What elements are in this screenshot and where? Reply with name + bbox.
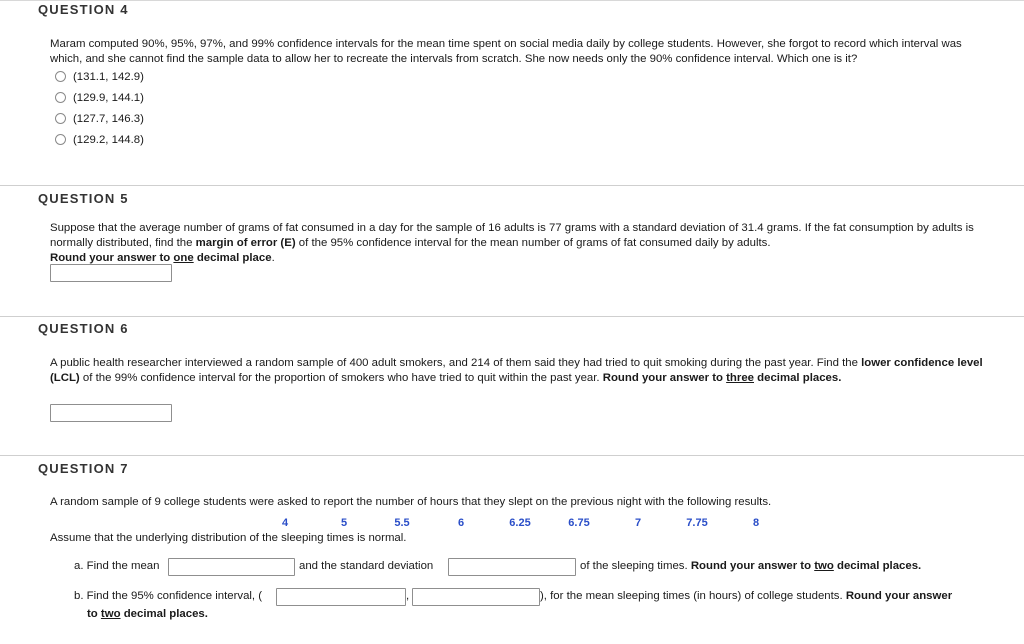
standard-deviation-input[interactable] [448, 558, 576, 576]
part-b-round2: to [87, 608, 101, 620]
question-4-options [55, 66, 144, 150]
data-value: 4 [281, 517, 289, 529]
part-b-round2-end: decimal places. [120, 608, 208, 620]
option-1[interactable] [55, 66, 144, 87]
q5-round-count: one [173, 252, 194, 264]
question-7-text: A random sample of 9 college students were asked to report the number of hours that they slept on the previous night with the following results. [50, 496, 772, 508]
mean-input[interactable] [168, 558, 295, 576]
ci-upper-input[interactable] [412, 588, 540, 606]
q5-round-instruction-end: decimal place [193, 252, 272, 264]
radio-button[interactable] [55, 113, 66, 124]
radio-button[interactable] [55, 92, 66, 103]
q5-round-instruction: Round your answer to [50, 252, 174, 264]
part-b-comma: , [406, 590, 410, 602]
question-6-header: QUESTION 6 [38, 321, 129, 336]
section-divider [0, 185, 1024, 186]
part-a-suffix-text: of the sleeping times. [580, 560, 688, 572]
question-7-assumption: Assume that the underlying distribution of the sleeping times is normal. [50, 532, 407, 544]
radio-button[interactable] [55, 134, 66, 145]
q6-text-part: of the 99% confidence interval for the proportion of smokers who have tried to quit within the past year. [79, 372, 603, 384]
data-value: 7 [634, 517, 642, 529]
radio-button[interactable] [55, 71, 66, 82]
top-divider [0, 0, 1024, 1]
data-value: 8 [752, 517, 760, 529]
question-6-text [50, 356, 990, 386]
option-label: (131.1, 142.9) [73, 70, 144, 83]
q6-round-instruction-end: decimal places. [754, 372, 842, 384]
data-value: 5 [340, 517, 348, 529]
option-2[interactable] [55, 87, 144, 108]
q5-bold-term: margin of error (E) [195, 237, 296, 249]
part-a-mid: and the standard deviation [299, 560, 434, 572]
section-divider [0, 455, 1024, 456]
q5-text-part: of the 95% confidence interval for the mean number of grams of fat consumed daily by adults. [295, 237, 771, 249]
part-b-suffix-text: ), for the mean sleeping times (in hours) of college students. [540, 590, 843, 602]
question-6-answer-input[interactable] [50, 404, 172, 422]
option-label: (127.7, 146.3) [73, 112, 144, 125]
question-7-header: QUESTION 7 [38, 461, 129, 476]
data-value: 5.5 [394, 517, 410, 529]
part-b-prefix: b. Find the 95% confidence interval, ( [74, 590, 263, 602]
sleep-data-row [0, 517, 1024, 531]
q5-text-part: Suppose that the average number of grams of fat consumed in a day for the sample of 16 adults is 77 grams with a standard deviation of 31.4 grams. If the fat consumption by adults is normally distributed, find the [50, 222, 974, 249]
part-a-round-count: two [814, 560, 834, 572]
question-5-text [50, 221, 990, 266]
option-label: (129.2, 144.8) [73, 133, 144, 146]
section-divider [0, 316, 1024, 317]
part-a-round: Round your answer to [690, 560, 815, 572]
question-4-header: QUESTION 4 [38, 2, 129, 17]
data-value: 6 [457, 517, 465, 529]
q5-period: . [271, 252, 275, 264]
question-5-answer-input[interactable] [50, 264, 172, 282]
q6-round-instruction: Round your answer to [602, 372, 727, 384]
part-b-round-line2 [87, 608, 208, 620]
option-label: (129.9, 144.1) [73, 91, 144, 104]
data-value: 6.75 [568, 517, 590, 529]
option-4[interactable] [55, 129, 144, 150]
option-3[interactable] [55, 108, 144, 129]
part-b-round: Round your answer [845, 590, 953, 602]
question-5-header: QUESTION 5 [38, 191, 129, 206]
part-a-prefix: a. Find the mean [74, 560, 160, 572]
part-b-suffix [540, 590, 952, 602]
data-value: 7.75 [686, 517, 708, 529]
ci-lower-input[interactable] [276, 588, 406, 606]
part-a-suffix [580, 560, 921, 572]
part-b-round2-count: two [100, 608, 121, 620]
question-4-text: Maram computed 90%, 95%, 97%, and 99% confidence intervals for the mean time spent on social media daily by college students. However, she forgot to record which interval was which, and she cannot find the sample data to allow her to recreate the intervals from scratch. She now needs only the 90% confidence interval. Which one is it? [50, 38, 962, 65]
data-value: 6.25 [509, 517, 531, 529]
q6-round-count: three [726, 372, 754, 384]
part-a-round-end: decimal places. [833, 560, 922, 572]
q6-text-part: A public health researcher interviewed a random sample of 400 adult smokers, and 214 of them said they had tried to quit smoking during the past year. Find the [50, 357, 862, 369]
q6-bold-term: lower confidence level (LCL) [50, 357, 983, 384]
